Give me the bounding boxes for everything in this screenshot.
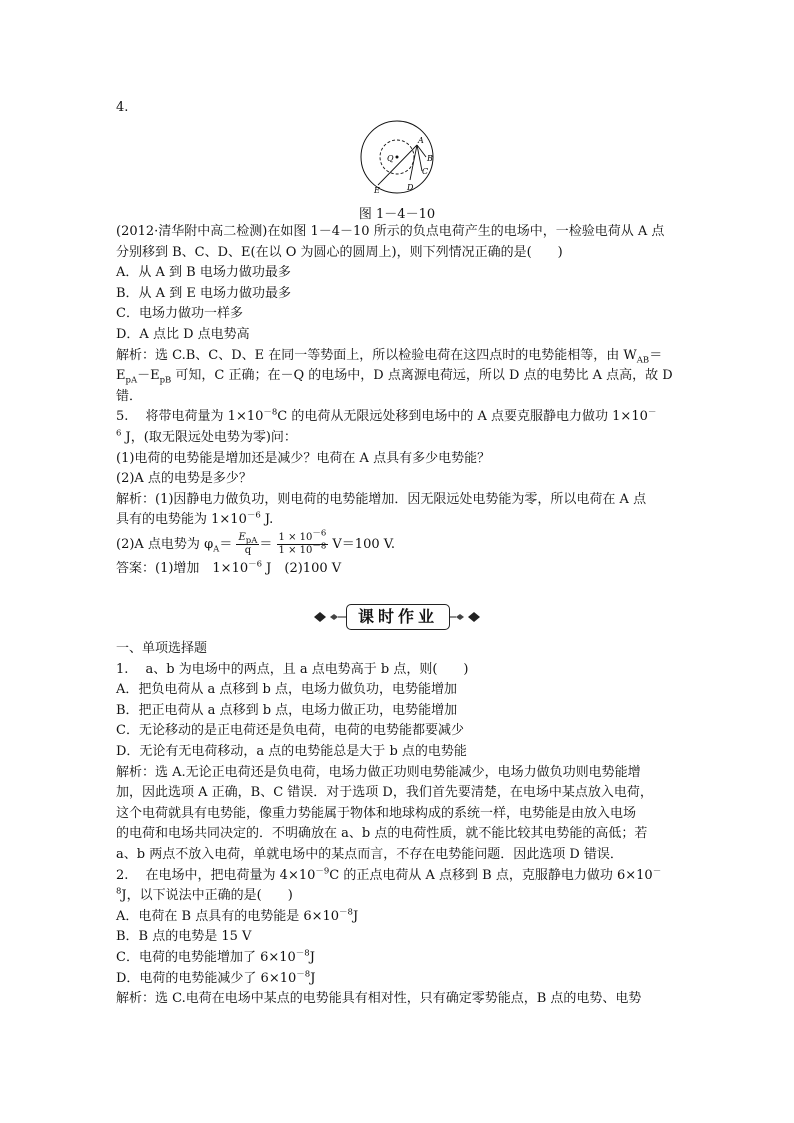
q4-option-c: C．电场力做功一样多 [116, 306, 243, 322]
q1-stem: 1. a、b 为电场中的两点，且 a 点电势高于 b 点，则( ) [116, 661, 469, 677]
q4-solution-line-2: $E_{pA}-E_{pB}$ 可知，C 正确；在－Q 的电场中，D 点离源电荷远，所以 D 点的电势比 A 点高，故 D [116, 368, 673, 386]
q1-solution-3: 这个电荷就具有电势能，像重力势能属于物体和地球构成的系统一样，电势能是由放入电场 [116, 805, 637, 821]
question-4-number: 4. [116, 100, 129, 115]
label-a: A [418, 136, 424, 145]
q4-solution-line-3: 错． [116, 388, 143, 404]
fraction-epa-q: $\frac{E_{pA}}{q}$ [238, 531, 258, 556]
section-title: 一、单项选择题 [116, 641, 208, 656]
q1-option-d: D．无论有无电荷移动，a 点的电势能总是大于 b 点的电势能 [116, 743, 467, 759]
q2-stem-1: 2. 在电场中，把电荷量为 $4\times 10^{-9}C$ 的正点电荷从 A 点移到 B 点，克服静电力做功 6×10－ [116, 866, 662, 883]
figure-1-4-10 [355, 116, 445, 202]
q5-question-2: (2)A 点的电势是多少？ [116, 471, 252, 487]
q1-solution-2: 加，因此选项 A 正确，B、C 错误．对于选项 D，我们首先要清楚，在电场中某点放入电荷， [116, 785, 653, 801]
q4-option-a: A．从 A 到 B 电场力做功最多 [116, 265, 291, 281]
q1-solution-5: a、b 两点不放入电荷，单就电场中的某点而言，不存在电势能问题．因此选项 D 错误． [116, 846, 623, 862]
q1-option-b: B．把正电荷从 a 点移到 b 点，电场力做正功，电势能增加 [116, 702, 458, 718]
label-b: B [427, 154, 433, 163]
label-d: D [407, 183, 414, 192]
q5-solution-3: (2)A 点电势为 $\varphi_A=$ $\frac{E_{pA}}{q}$ ＝ $\frac{1 \times 10^{-6}}{1 \times 10^{-8}}$ V＝100 V. [116, 528, 396, 556]
label-e: E [374, 186, 380, 195]
q1-solution-1: 解析：选 A.无论正电荷还是负电荷，电场力做正功则电势能减少，电场力做负功则电势能增 [116, 764, 641, 780]
q5-stem-line-2: $^6$ J，(取无限远处电势为零)问： [116, 428, 297, 445]
q1-option-a: A．把负电荷从 a 点移到 b 点，电场力做负功，电势能增加 [116, 682, 457, 698]
q5-question-1: (1)电荷的电势能是增加还是减少？电荷在 A 点具有多少电势能？ [116, 450, 491, 466]
label-c: C [422, 167, 429, 176]
q1-option-c: C．无论移动的是正电荷还是负电荷，电荷的电势能都要减少 [116, 723, 464, 739]
section-banner-title: 课时作业 [346, 604, 450, 630]
q1-solution-4: 的电荷和电场共同决定的．不明确放在 a、b 点的电荷性质，就不能比较其电势能的高低；若 [116, 826, 648, 842]
q2-solution: 解析：选 C.电荷在电场中某点的电势能具有相对性，只有确定零势能点，B 点的电势、电势 [116, 991, 642, 1007]
q4-option-b: B．从 A 到 E 电场力做功最多 [116, 285, 291, 301]
q4-stem-1: (2012·清华附中高二检测)在如图 1－4－10 所示的负点电荷产生的电场中，一检验电荷从 A 点 [116, 224, 665, 239]
q2-option-a: A．电荷在 B 点具有的电势能是 $6\times 10^{-8}J$ [116, 907, 359, 924]
q2-stem-2: $^8$J，以下说法中正确的是( ) [116, 886, 293, 904]
fraction-values: $\frac{1 \times 10^{-6}}{1 \times 10^{-8}}$ [278, 528, 327, 556]
exercise-section [116, 639, 686, 1010]
q5-solution-2: 具有的电势能为 $1\times 10^{-6}$ J. [116, 510, 274, 528]
label-q: Q [387, 154, 394, 163]
q4-solution-line-1: 解析：选 C.B、C、D、E 在同一等势面上，所以检验电荷在这四点时的电势能相等，由 $W_{AB}=$ [116, 347, 663, 366]
figure-caption: 图 1－4－10 [358, 207, 436, 222]
q5-answer: 答案：(1)增加 $1\times 10^{-6}$ J (2)100 V [116, 559, 342, 576]
q5-solution-1: 解析：(1)因静电力做负功，则电荷的电势能增加．因无限远处电势能为零，所以电荷在 A 点 [116, 491, 647, 507]
question-4-block [116, 222, 686, 580]
q4-stem-2: 分别移到 B、C、D、E(在以 O 为圆心的圆周上)，则下列情况正确的是( ) [116, 244, 563, 260]
q5-stem-line-1: 5. 将带电荷量为 $1\times 10^{-8}C$ 的电荷从无限远处移到电场中的 A 点要克服静电力做功 1×10－ [116, 408, 657, 425]
q2-option-b: B．B 点的电势是 15 V [116, 929, 252, 945]
q2-option-d: D．电荷的电势能减少了 $6\times 10^{-8}J$ [116, 969, 316, 986]
q4-option-d: D．A 点比 D 点电势高 [116, 326, 250, 342]
q2-option-c: C．电荷的电势能增加了 $6\times 10^{-8}J$ [116, 948, 315, 965]
